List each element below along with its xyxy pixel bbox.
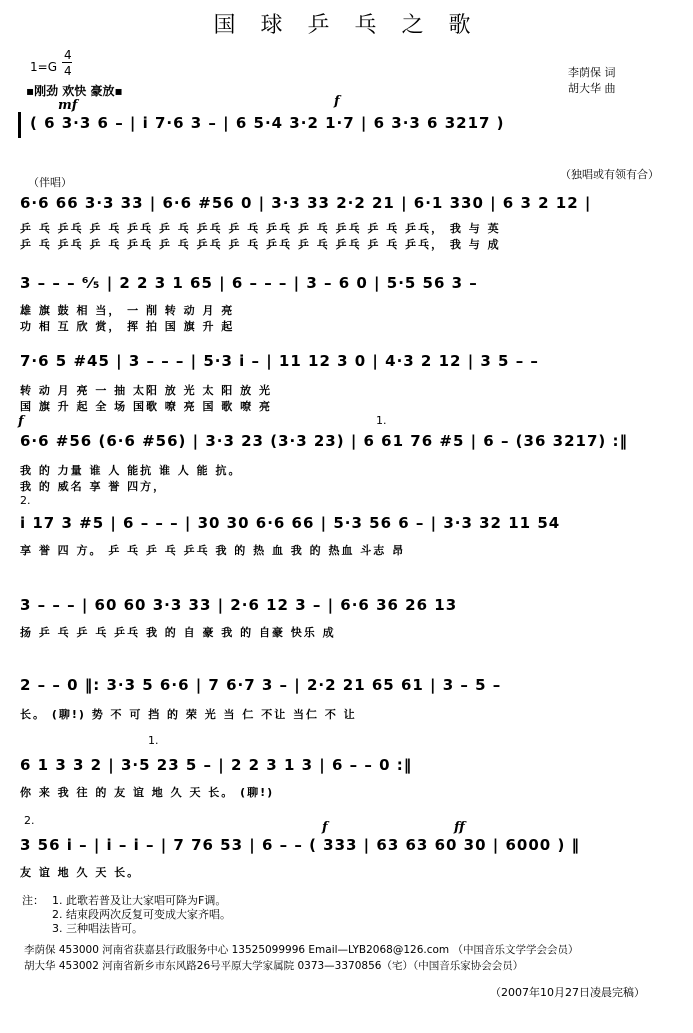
lyric-row-3a: 雄 旗 鼓 相 当， 一 削 转 动 月 亮 (20, 304, 235, 317)
score-row-9: 6 1 3 3 2 | 3·5 23 5 – | 2 2 3 1 3 | 6 – – 0 :‖ (20, 756, 413, 774)
time-sig-line (62, 62, 72, 63)
lyric-row-5a: 我 的 力量 谁 人 能抗 谁 人 能 抗。 (20, 464, 242, 477)
lyric-row-2a: 乒 乓 乒乓 乒 乓 乒乓 乒 乓 乒乓 乒 乓 乒乓 乒 乓 乒乓 乒 乓 乒乓， 我 与 英 (20, 222, 501, 235)
start-repeat-bar (18, 112, 21, 138)
dynamic-ff: ff (454, 820, 465, 835)
page-title: 国 球 乒 乓 之 歌 (213, 13, 480, 38)
composer-credit: 胡大华 曲 (568, 82, 616, 95)
note-2: 2. 结束段两次反复可变成大家齐唱。 (52, 908, 231, 921)
lyric-row-8: 长。 (聊!) 势 不 可 挡 的 荣 光 当 仁 不让 当仁 不 让 (20, 708, 357, 721)
score-row-3: 3 – – – ⁶⁄₅ | 2 2 3 1 65 | 6 – – – | 3 – 6 0 | 5·5 56 3 – (20, 274, 478, 292)
note-1: 1. 此歌若普及让大家唱可降为F调。 (52, 894, 227, 907)
volta-2-row6: 2. (20, 494, 31, 507)
score-row-10: 3 56 i – | i – i – | 7 76 53 | 6 – – ( 333 | 63 63 60 30 | 6000 ) ‖ (20, 836, 581, 854)
contact-lyricist: 李荫保 453000 河南省获嘉县行政服务中心 13525099996 Email—LYB2068@126.com （中国音乐文学学会会员） (24, 944, 579, 956)
accompany-label: （伴唱） (28, 176, 72, 189)
lyric-row-2b: 乒 乓 乒乓 乒 乓 乒乓 乒 乓 乒乓 乒 乓 乒乓 乒 乓 乒乓 乒 乓 乒乓， 我 与 成 (20, 238, 501, 251)
lyric-row-7: 扬 乒 乓 乒 乓 乒乓 我 的 自 豪 我 的 自豪 快乐 成 (20, 626, 336, 639)
score-row-5: 6·6 #56 (6·6 #56) | 3·3 23 (3·3 23) | 6 61 76 #5 | 6 – (36 3217) :‖ (20, 432, 628, 450)
note-3: 3. 三种唱法皆可。 (52, 922, 143, 935)
dynamic-f-row10: f (322, 820, 328, 835)
contact-composer: 胡大华 453002 河南省新乡市东风路26号平原大学家属院 0373—3370856（宅）（中国音乐家协会会员） (24, 960, 524, 972)
score-row-6: i 17 3 #5 | 6 – – – | 30 30 6·6 66 | 5·3 56 6 – | 3·3 32 11 54 (20, 514, 561, 532)
score-row-2: 6·6 66 3·3 33 | 6·6 #56 0 | 3·3 33 2·2 21 | 6·1 330 | 6 3 2 12 | (20, 194, 592, 212)
volta-1-row5: 1. (376, 414, 387, 427)
score-row-8: 2 – – 0 ‖: 3·3 5 6·6 | 7 6·7 3 – | 2·2 21 65 61 | 3 – 5 – (20, 676, 502, 694)
time-sig-bottom: 4 (64, 64, 72, 78)
score-row-4: 7·6 5 #45 | 3 – – – | 5·3 i – | 11 12 3 0 | 4·3 2 12 | 3 5 – – (20, 352, 539, 370)
solo-label: （独唱或有领有合） (560, 168, 659, 181)
score-row-7: 3 – – – | 60 60 3·3 33 | 2·6 12 3 – | 6·6 36 26 13 (20, 596, 458, 614)
tempo-marking: ▪刚劲 欢快 豪放▪ (26, 84, 123, 98)
lyricist-credit: 李荫保 词 (568, 66, 616, 79)
dynamic-f-row5: f (18, 414, 24, 429)
notes-title: 注： (22, 894, 44, 907)
volta-1-row9: 1. (148, 734, 159, 747)
dynamic-f: f (334, 94, 340, 109)
score-row-1: ( 6 3·3 6 – | i 7·6 3 – | 6 5·4 3·2 1·7 | 6 3·3 6 3217 ) (30, 114, 505, 132)
lyric-row-6: 享 誉 四 方。 乒 乓 乒 乓 乒乓 我 的 热 血 我 的 热血 斗志 昂 (20, 544, 406, 557)
completion-date: （2007年10月27日凌晨完稿） (490, 986, 645, 999)
lyric-row-3b: 功 相 互 欣 赏， 挥 拍 国 旗 升 起 (20, 320, 235, 333)
time-sig-top: 4 (64, 48, 72, 62)
lyric-row-5b: 我 的 威名 享 誉 四方， (20, 480, 167, 493)
volta-2-row10: 2. (24, 814, 35, 827)
lyric-row-4b: 国 旗 升 起 全 场 国歌 嘹 亮 国 歌 嘹 亮 (20, 400, 272, 413)
lyric-row-10: 友 谊 地 久 天 长。 (20, 866, 141, 879)
lyric-row-9: 你 来 我 往 的 友 谊 地 久 天 长。 (聊!) (20, 786, 275, 799)
key-signature: 1=G (30, 60, 57, 74)
lyric-row-4a: 转 动 月 亮 一 抽 太阳 放 光 太 阳 放 光 (20, 384, 272, 397)
dynamic-mf: mf (58, 98, 78, 113)
